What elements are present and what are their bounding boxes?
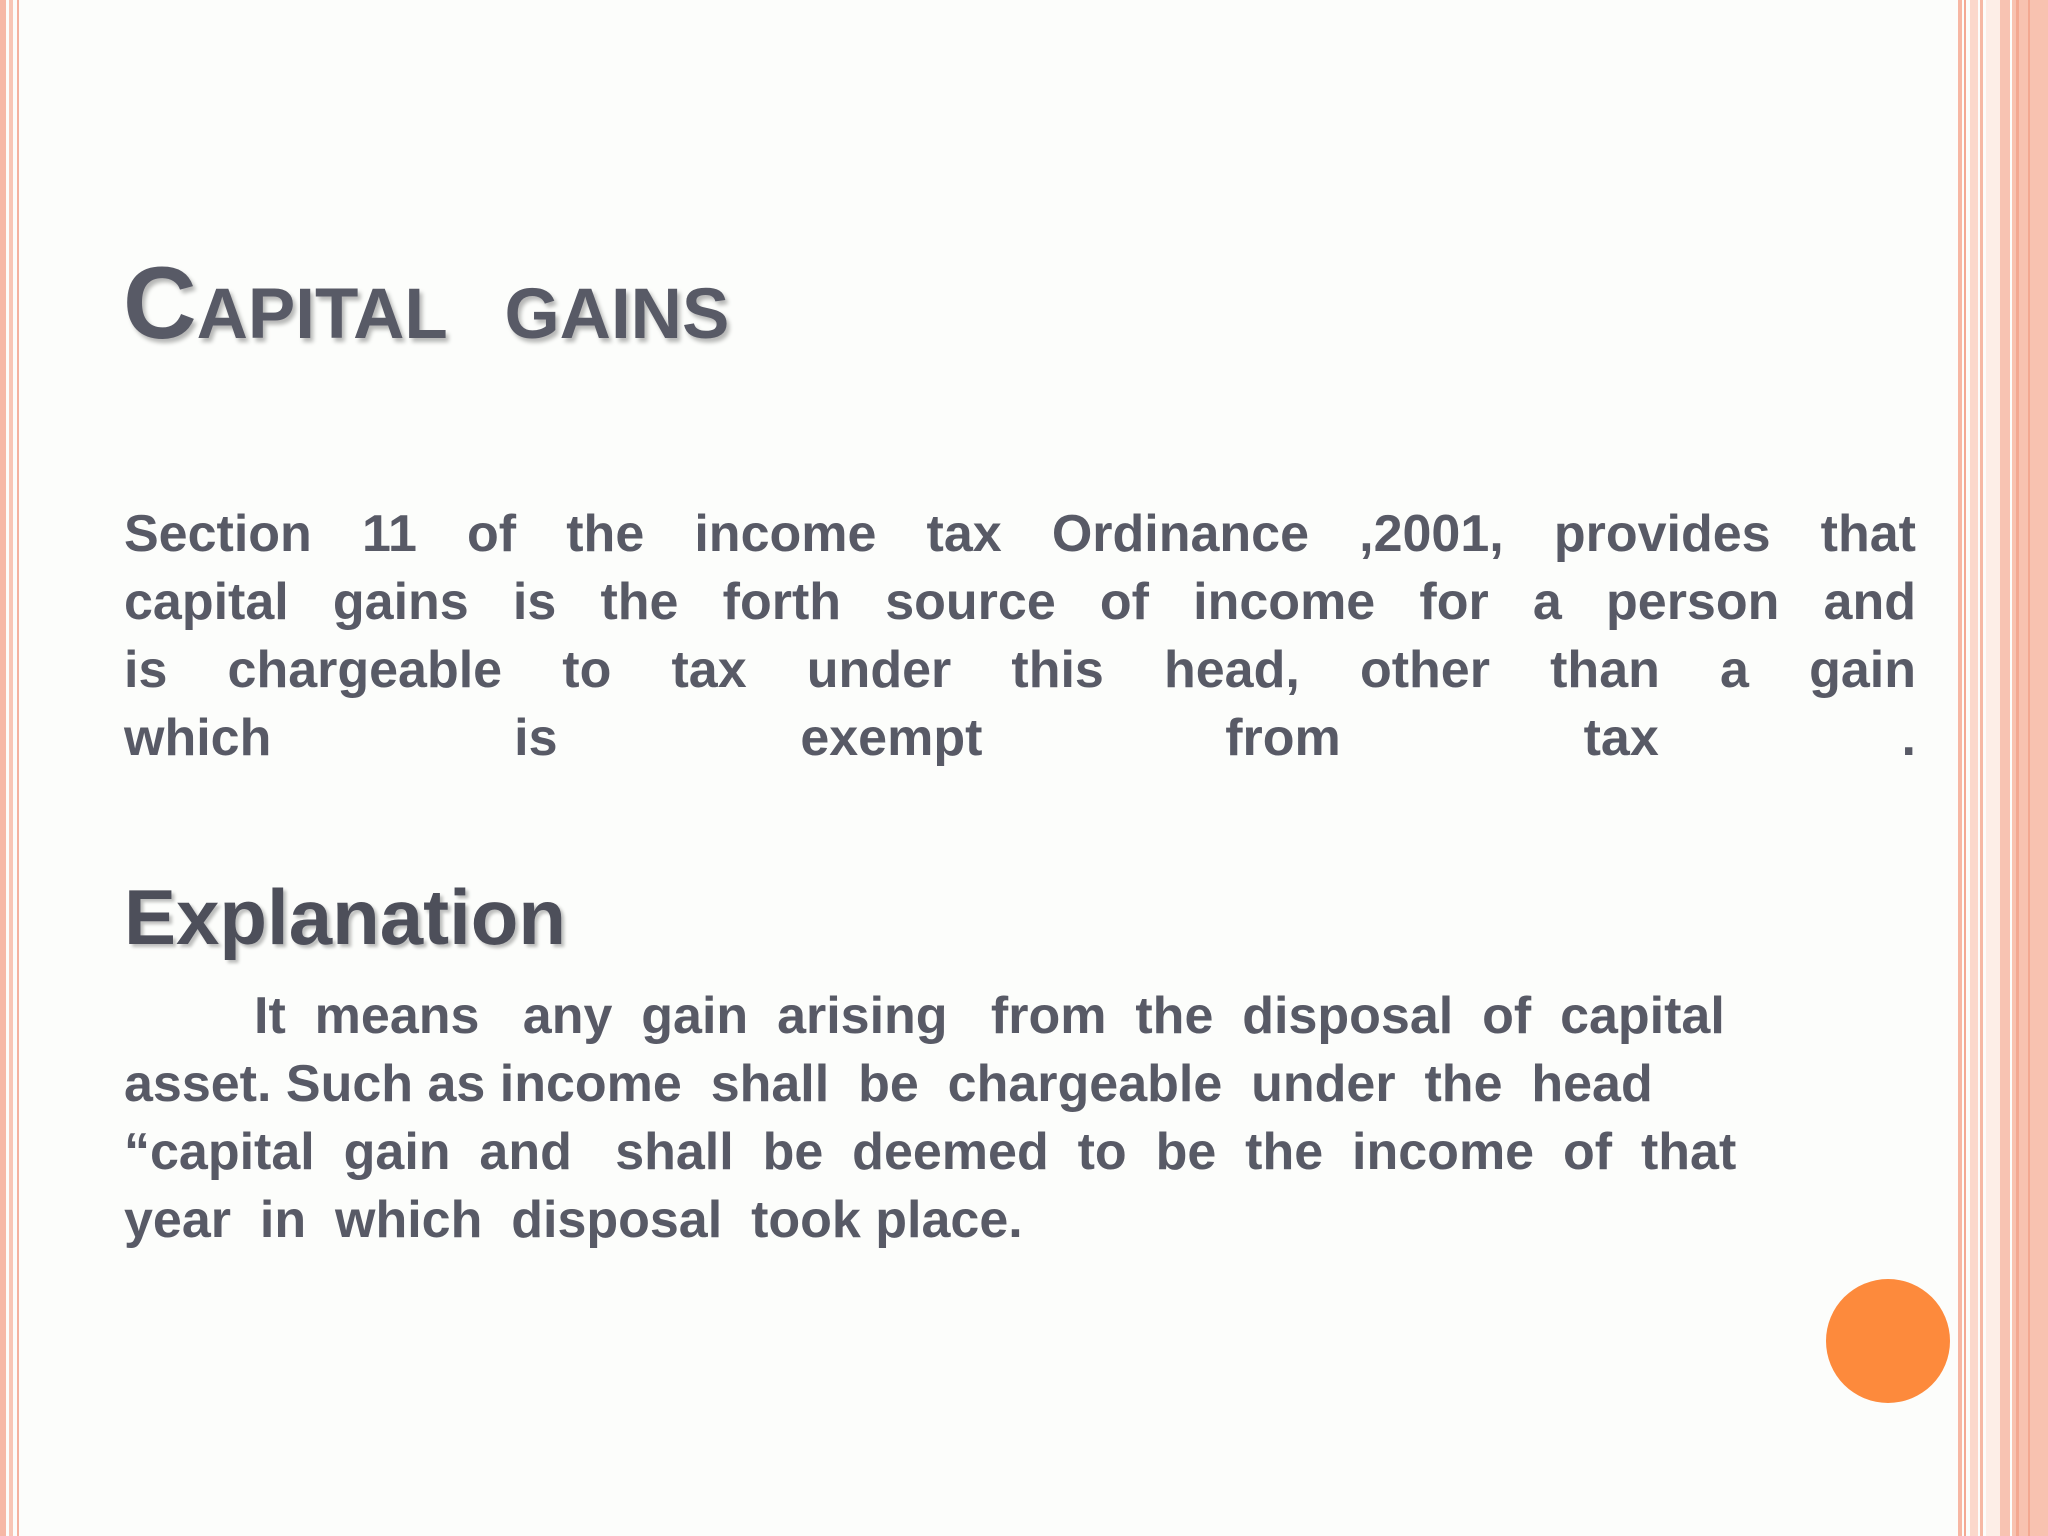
right-decorative-stripe: [1958, 0, 1962, 1536]
slide-title: Capital gains: [123, 246, 730, 360]
explanation-paragraph: [124, 982, 1916, 1254]
paragraph-line: “capital gain and shall be deemed to be the income of that: [124, 1123, 1737, 1181]
section-paragraph: [124, 500, 1916, 772]
paragraph-line: It means any gain arising from the disposal of capital: [124, 987, 1725, 1045]
right-decorative-stripe: [1980, 0, 1983, 1536]
paragraph-line: which is exempt from tax .: [124, 709, 1916, 767]
left-border-line: [17, 0, 19, 1536]
left-border-line: [9, 0, 13, 1536]
paragraph-line: year in which disposal took place.: [124, 1191, 1023, 1249]
paragraph-line: capital gains is the forth source of income for a person and: [124, 573, 1916, 631]
paragraph-line: asset. Such as income shall be chargeable under the head: [124, 1055, 1653, 1113]
explanation-heading: Explanation: [124, 873, 567, 961]
paragraph-line: is chargeable to tax under this head, other than a gain: [124, 641, 1916, 699]
right-decorative-stripe: [2016, 0, 2019, 1536]
paragraph-line: Section 11 of the income tax Ordinance ,2001, provides that: [124, 505, 1916, 563]
right-decorative-stripe: [2028, 0, 2030, 1536]
right-decorative-stripe: [2000, 0, 2010, 1536]
left-border-line: [0, 0, 6, 1536]
orange-circle-decoration: [1826, 1279, 1950, 1403]
right-decorative-stripe: [1970, 0, 1978, 1536]
right-decorative-stripe: [1964, 0, 1966, 1536]
right-decorative-stripe: [1986, 0, 2000, 1536]
